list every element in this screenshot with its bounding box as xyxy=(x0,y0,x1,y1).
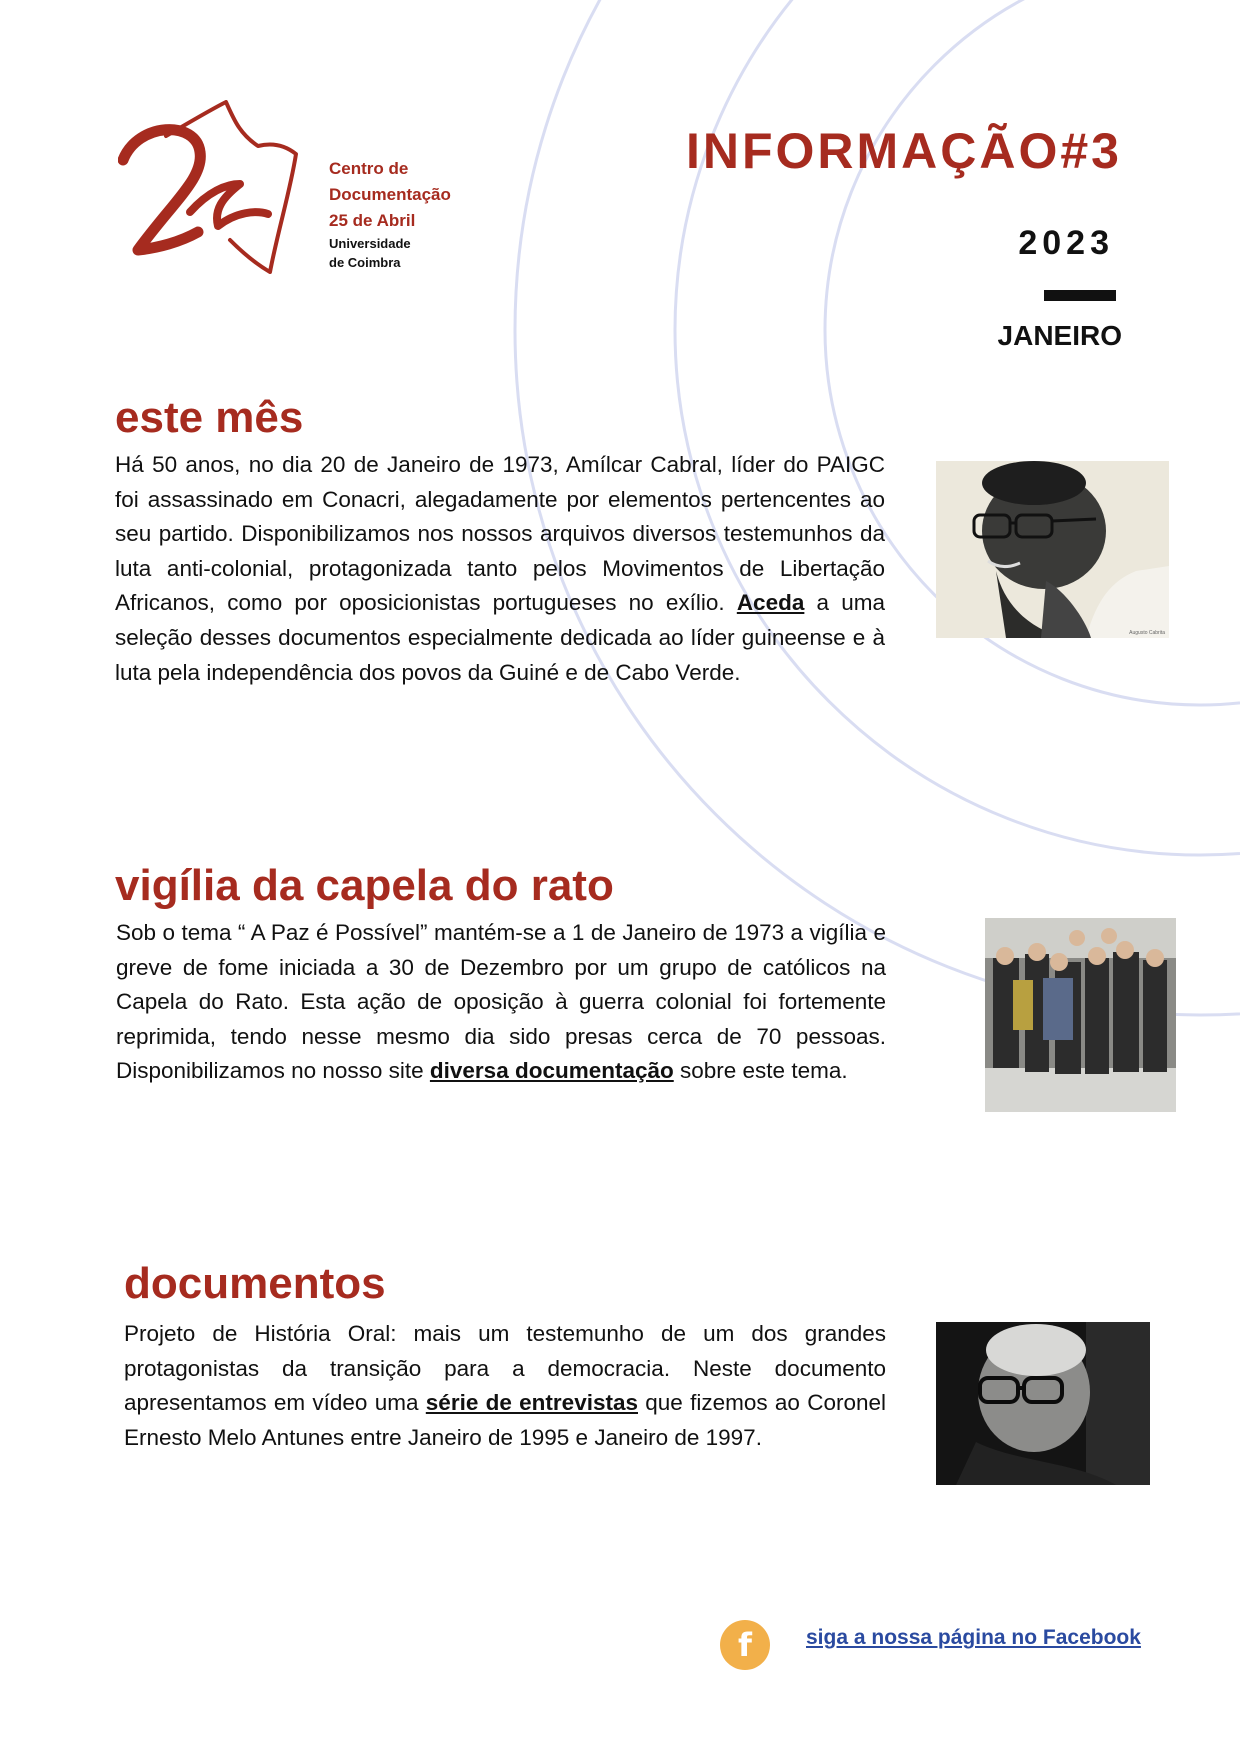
section-title-este-mes: este mês xyxy=(115,393,304,442)
section-title-documentos: documentos xyxy=(124,1259,386,1308)
body-text: a uma seleção desses documentos especialmente dedicada ao líder guineense e à luta pela independência dos povos da Guiné e de Cabo Verde. xyxy=(115,590,885,685)
issue-month: JANEIRO xyxy=(997,320,1122,351)
aceda-link[interactable]: Aceda xyxy=(736,590,805,616)
cd25a-logo xyxy=(118,100,308,280)
facebook-icon[interactable] xyxy=(720,1620,770,1670)
university-line-1: Universidade xyxy=(329,236,411,251)
issue-year: 2023 xyxy=(1018,224,1114,262)
photo-credit: Augusto Cabrita xyxy=(1129,630,1165,636)
section-title-vigilia: vigília da capela do rato xyxy=(115,861,614,910)
org-name-line-3: 25 de Abril xyxy=(329,211,416,230)
photo-melo-antunes xyxy=(936,1322,1150,1485)
facebook-page-link[interactable]: siga a nossa página no Facebook xyxy=(806,1626,1141,1649)
body-text: sobre este tema. xyxy=(673,1058,848,1084)
facebook-glyph: f xyxy=(738,1626,752,1664)
photo-capela-do-rato-group xyxy=(985,918,1176,1112)
diversa-documentacao-link[interactable]: diversa documentação xyxy=(429,1058,674,1084)
section-body-vigilia xyxy=(116,916,886,1089)
university-line-2: de Coimbra xyxy=(329,255,401,270)
section-body-documentos xyxy=(124,1317,886,1455)
body-text: que fizemos ao Coronel Ernesto Melo Antunes entre Janeiro de 1995 e Janeiro de 1997. xyxy=(124,1390,887,1450)
body-text: Sob o tema “ A Paz é Possível” mantém-se a 1 de Janeiro de 1973 a vigília e greve de fome iniciada a 30 de Dezembro por um grupo de católicos na Capela do Rato. Esta ação de oposição à guerra colonial foi fortemente reprimida, tendo nesse mesmo dia sido presas cerca de 70 pessoas. Disponibilizamos no nosso site xyxy=(116,920,886,1084)
serie-de-entrevistas-link[interactable]: série de entrevistas xyxy=(425,1390,638,1416)
org-name-line-1: Centro de xyxy=(329,159,409,178)
section-body-este-mes xyxy=(115,448,885,690)
org-name-line-2: Documentação xyxy=(329,185,451,204)
photo-amilcar-cabral xyxy=(936,461,1169,638)
body-text: Projeto de História Oral: mais um testemunho de um dos grandes protagonistas da transição para a democracia. Neste documento apresentamos em vídeo uma xyxy=(124,1321,886,1416)
newsletter-title: INFORMAÇÃO#3 xyxy=(685,123,1122,179)
divider-bar xyxy=(1044,290,1116,301)
body-text: Há 50 anos, no dia 20 de Janeiro de 1973, Amílcar Cabral, líder do PAIGC foi assassinado em Conacri, alegadamente por elementos pertencentes ao seu partido. Disponibilizamos nos nossos arquivos diversos testemunhos da luta anti-colonial, protagonizada tanto pelos Movimentos de Libertação Africanos, como por oposicionistas portugueses no exílio. xyxy=(115,452,885,616)
